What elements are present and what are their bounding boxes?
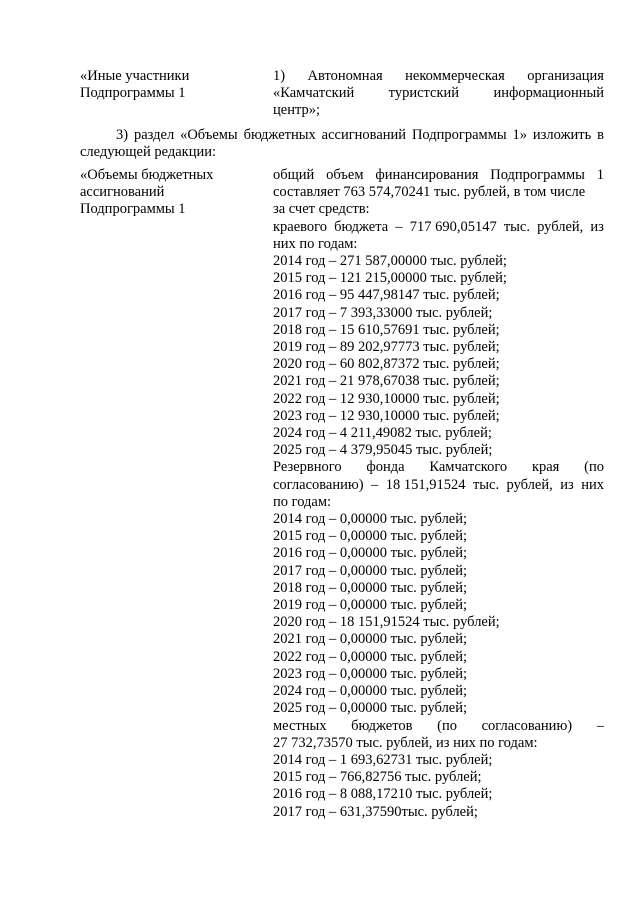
year-line: 2016 год – 95 447,98147 тыс. рублей;: [273, 287, 500, 304]
word: 1: [596, 167, 604, 183]
word: туристский: [388, 85, 460, 102]
word: объем: [326, 167, 364, 183]
year-line: 2016 год – 8 088,17210 тыс. рублей;: [273, 786, 493, 803]
word: общий: [273, 167, 315, 183]
word: местных: [273, 717, 327, 734]
budget-label-line: «Объемы бюджетных: [80, 167, 214, 183]
section-3-line: [80, 127, 604, 144]
word: «Камчатский: [273, 85, 355, 102]
budget-value: [273, 167, 604, 821]
year-line: 2014 год – 0,00000 тыс. рублей;: [273, 511, 468, 528]
year-line: 2023 год – 0,00000 тыс. рублей;: [273, 665, 468, 682]
participants-value-line: центр»;: [273, 102, 320, 119]
participants-value: [273, 68, 604, 120]
participants-label-line: «Иные участники: [80, 68, 190, 84]
reserve-heading-line: [273, 459, 604, 476]
participants-row: [80, 68, 604, 120]
year-line: 2017 год – 7 393,33000 тыс. рублей;: [273, 304, 493, 321]
word: –: [596, 717, 604, 734]
word: согласованию): [273, 476, 364, 493]
year-line: 2021 год – 21 978,67038 тыс. рублей;: [273, 373, 500, 390]
word: рублей,: [537, 218, 584, 235]
word: Камчатского: [429, 459, 508, 476]
year-line: 2016 год – 0,00000 тыс. рублей;: [273, 545, 468, 562]
participants-label: [80, 68, 258, 102]
year-line: 2024 год – 0,00000 тыс. рублей;: [273, 683, 468, 700]
word: бюджетных: [243, 127, 316, 143]
year-line: 2015 год – 766,82756 тыс. рублей;: [273, 769, 482, 786]
budget-intro-line: составляет 763 574,70241 тыс. рублей, в том числе: [273, 184, 586, 201]
year-line: 2015 год – 0,00000 тыс. рублей;: [273, 528, 468, 545]
year-line: 2023 год – 12 930,10000 тыс. рублей;: [273, 407, 500, 424]
participants-label-line: Подпрограммы 1: [80, 85, 186, 102]
budget-label-line: Подпрограммы 1: [80, 201, 186, 218]
word: согласованию): [481, 717, 573, 734]
local-heading-line: [273, 718, 604, 735]
budget-label-line: ассигнований: [80, 184, 165, 201]
word: рублей,: [506, 476, 553, 493]
word: (по: [584, 459, 604, 476]
word: некоммерческая: [405, 68, 505, 84]
word: «Объемы: [180, 127, 238, 143]
word: –: [395, 218, 403, 235]
kraevoy-heading-line: [273, 219, 604, 236]
word: раздел: [133, 127, 175, 143]
word: из: [560, 476, 574, 493]
word: тыс.: [472, 476, 500, 493]
year-line: 2019 год – 0,00000 тыс. рублей;: [273, 597, 468, 614]
year-line: 2018 год – 0,00000 тыс. рублей;: [273, 579, 468, 596]
reserve-heading-line: [273, 477, 604, 494]
section-3-paragraph: [80, 127, 604, 161]
section-3-line: следующей редакции:: [80, 144, 217, 161]
word: –: [371, 476, 379, 493]
word: них: [581, 476, 604, 493]
participants-value-line: [273, 68, 604, 85]
word: фонда: [366, 459, 405, 476]
word: 1»: [512, 127, 528, 143]
word: края: [531, 459, 560, 476]
word: ассигнований: [321, 127, 407, 143]
local-heading-line: 27 732,73570 тыс. рублей, из них по годам:: [273, 734, 538, 751]
word: краевого: [273, 218, 327, 235]
participants-value-line: [273, 85, 604, 102]
year-line: 2024 год – 4 211,49082 тыс. рублей;: [273, 425, 492, 442]
year-line: 2019 год – 89 202,97773 тыс. рублей;: [273, 339, 500, 356]
year-line: 2014 год – 1 693,62731 тыс. рублей;: [273, 751, 493, 768]
reserve-heading-line: по годам:: [273, 493, 332, 510]
kraevoy-heading-line: них по годам:: [273, 235, 358, 252]
word: бюджета: [334, 218, 389, 235]
word: информационный: [493, 85, 604, 102]
word: бюджетов: [351, 717, 413, 734]
word: 18 151,91524: [385, 476, 466, 493]
word: Автономная: [307, 68, 383, 84]
year-line: 2020 год – 60 802,87372 тыс. рублей;: [273, 356, 500, 373]
budget-intro-line: за счет средств:: [273, 201, 370, 218]
word: финансирования: [375, 167, 479, 183]
year-line: 2025 год – 4 379,95045 тыс. рублей;: [273, 442, 493, 459]
word: организация: [527, 68, 604, 84]
word: (по: [437, 717, 457, 734]
word: 717 690,05147: [409, 218, 497, 235]
word: 1): [273, 68, 286, 84]
word: Подпрограммы: [411, 127, 507, 143]
year-line: 2018 год – 15 610,57691 тыс. рублей;: [273, 321, 500, 338]
year-line: 2015 год – 121 215,00000 тыс. рублей;: [273, 270, 507, 287]
word: Резервного: [273, 459, 342, 476]
year-line: 2022 год – 0,00000 тыс. рублей;: [273, 648, 468, 665]
word: тыс.: [503, 218, 530, 235]
word: 3): [116, 127, 129, 143]
year-line: 2022 год – 12 930,10000 тыс. рублей;: [273, 390, 500, 407]
year-line: 2021 год – 0,00000 тыс. рублей;: [273, 631, 468, 648]
word: изложить: [532, 127, 592, 143]
word: из: [590, 218, 604, 235]
budget-intro-line: [273, 167, 604, 184]
budget-label: [80, 167, 258, 219]
word: в: [597, 127, 604, 143]
year-line: 2025 год – 0,00000 тыс. рублей;: [273, 700, 468, 717]
year-line: 2020 год – 18 151,91524 тыс. рублей;: [273, 614, 500, 631]
word: Подпрограммы: [490, 167, 585, 183]
year-line: 2017 год – 631,37590тыс. рублей;: [273, 803, 478, 820]
year-line: 2014 год – 271 587,00000 тыс. рублей;: [273, 253, 507, 270]
year-line: 2017 год – 0,00000 тыс. рублей;: [273, 562, 468, 579]
